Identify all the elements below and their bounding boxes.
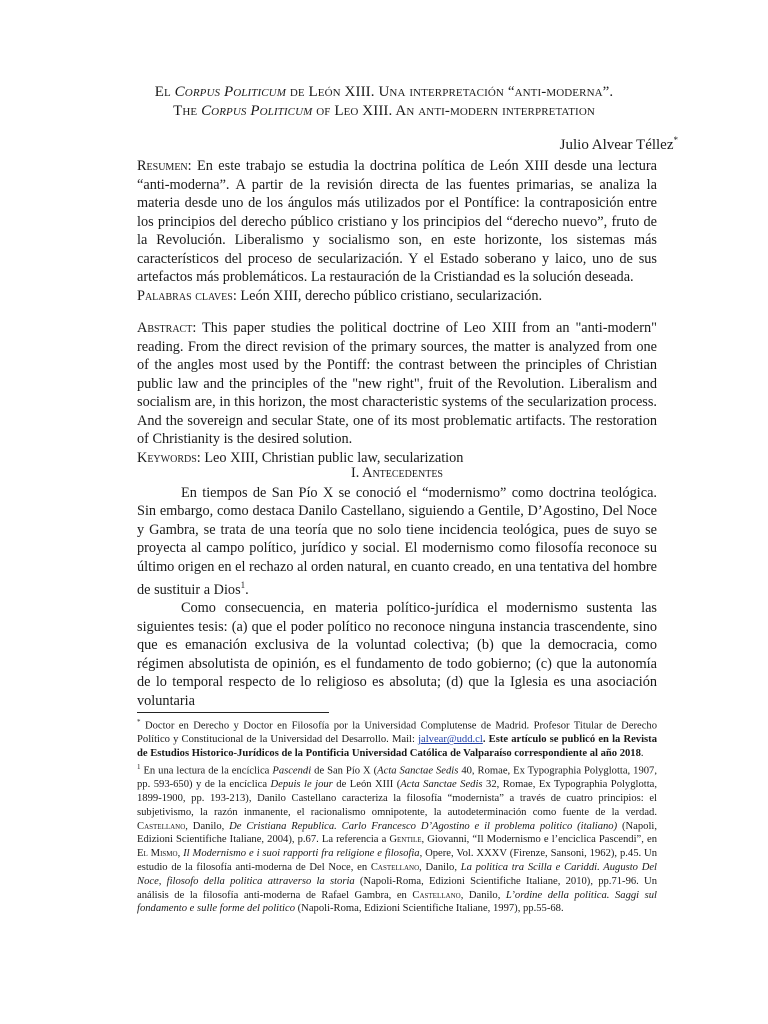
section-heading: I. Antecedentes [351, 465, 443, 481]
footnote-divider [137, 712, 329, 713]
footnote-author: * Doctor en Derecho y Doctor en Filosofía por la Universidad Complutense de Madrid. Profesor Titular de Derecho Político y Constitucional de la Universidad del Desarrollo. Mail: jalvear@udd.cl. Este artículo se publicó en la Revista de Estudios Historico-Jurídicos de la Pontificia Universidad Católica de Valparaíso correspondiente al año 2018. [137, 718, 657, 760]
body-paragraph-1: En tiempos de San Pío X se conoció el “modernismo” como doctrina teológica. Sin embargo, como destaca Danilo Castellano, siguiendo a Gentile, D’Agostino, Del Noce y Gambra, se trata de una teoría que no solo tiene incidencia teológica, pues de suyo se proyecta al campo político, jurídico y social. El modernismo como filosofía reconoce su último origen en el rechazo al orden natural, en cuanto creado, en una tentativa del hombre de sustituir a Dios$^1$. [137, 484, 657, 598]
keywords-text: : Leo XIII, Christian public law, secularization [196, 449, 464, 466]
resumen-text: : En este trabajo se estudia la doctrina política de León XIII desde una lectura “anti-moderna”. A partir de la revisión directa de las fuentes primarias, se analiza la materia desde uno de los ángulos más utilizados por el Pontífice: la contraposición entre los principios del derecho público cristiano y los principios del “derecho nuevo”, fruto de la Revolución. Liberalismo y socialismo son, en este horizonte, los sistemas más característicos del proceso de secularización. Y el Estado soberano y laico, uno de sus artefactos más problemáticos. La restauración de la Cristiandad es la solución deseada. [137, 158, 657, 285]
resumen-section [137, 157, 657, 305]
body-paragraph-2: Como consecuencia, en materia político-jurídica el modernismo sustenta las siguientes tesis: (a) que el poder político no reconoce ninguna instancia trascendente, sino que es emanación exclusiva de la voluntad colectiva; (b) que la democracia, como régimen absolutista de opinión, es el fundamento de todo gobierno; (c) que la autonomía de lo temporal respecto de lo religioso es absoluta; (d) que la Iglesia es una asociación voluntaria [137, 600, 657, 709]
title-block [0, 83, 768, 121]
keywords-label: Keywords [137, 449, 197, 466]
abstract-label: Abstract [137, 320, 193, 336]
abstract-text: : This paper studies the political doctrine of Leo XIII from an "anti-modern" reading. From the direct revision of the primary sources, the matter is analyzed from one of the angles most used by the Pontiff: the contrast between the principles of Christian public law and the principles of the "new right", fruit of the Revolution. Liberalism and socialism are, in this horizon, the most characteristic systems of the secularization process. And the sovereign and secular State, one of its most problematic artifacts. The restoration of Christianity is the desired solution. [137, 320, 657, 447]
abstract-section [137, 319, 657, 467]
resumen-label: Resumen [137, 158, 188, 174]
palabras-claves-text: : León XIII, derecho público cristiano, secularización. [232, 287, 543, 304]
footnote-ref-1[interactable]: 1 [240, 580, 246, 590]
author-name: Julio Alvear Téllez* [559, 135, 678, 153]
title-spanish: El Corpus Politicum de León XIII. Una interpretación “anti-moderna”. [154, 84, 614, 100]
footnotes [137, 716, 657, 916]
author-email-link[interactable]: jalvear@udd.cl [418, 734, 483, 746]
title-english: The Corpus Politicum of Leo XIII. An anti-modern interpretation [173, 103, 595, 119]
palabras-claves-label: Palabras claves [137, 287, 233, 304]
author-footnote-marker: * [673, 135, 678, 145]
footnote-1: $^1$ En una lectura de la encíclica Pascendi de San Pío X (Acta Sanctae Sedis 40, Romae, Ex Typographia Polyglotta, 1907, pp. 593-650) y de la encíclica Depuis le jour de León XIII (Acta Sanctae Sedis 32, Romae, Ex Typographia Polyglotta, 1899-1900, pp. 193-213), Danilo Castellano caracteriza la filosofía “modernista” a través de cuatro principios: el subjetivismo, la razón inmanente, el racionalismo omnipotente, la autodeterminación como fuente de la verdad. Castellano, Danilo, De Cristiana Republica. Carlo Francesco D’Agostino e il problema politico (italiano) (Napoli, Edizioni Scientifiche Italiane, 2004), p.67. La referencia a Gentile, Giovanni, “Il Modernismo e l’enciclica Pascendi”, en El Mismo, Il Modernismo e i suoi rapporti fra religione e filosofia, Opere, Vol. XXXV (Firenze, Sansoni, 1962), p.45. Un estudio de la filosofía anti-moderna de Del Noce, en Castellano, Danilo, La politica tra Scilla e Cariddi. Augusto Del Noce, filosofo della politica attraverso la storia (Napoli-Roma, Edizioni Scientifiche Italiane, 2010), pp.71-96. Un análisis de la filosofía anti-moderna de Rafael Gambra, en Castellano, Danilo, L’ordine della politica. Saggi sul fondamento e sulle forme del politico (Napoli-Roma, Edizioni Scientifiche Italiane, 1997), pp.55-68. [137, 762, 658, 915]
section-antecedentes [137, 464, 657, 710]
